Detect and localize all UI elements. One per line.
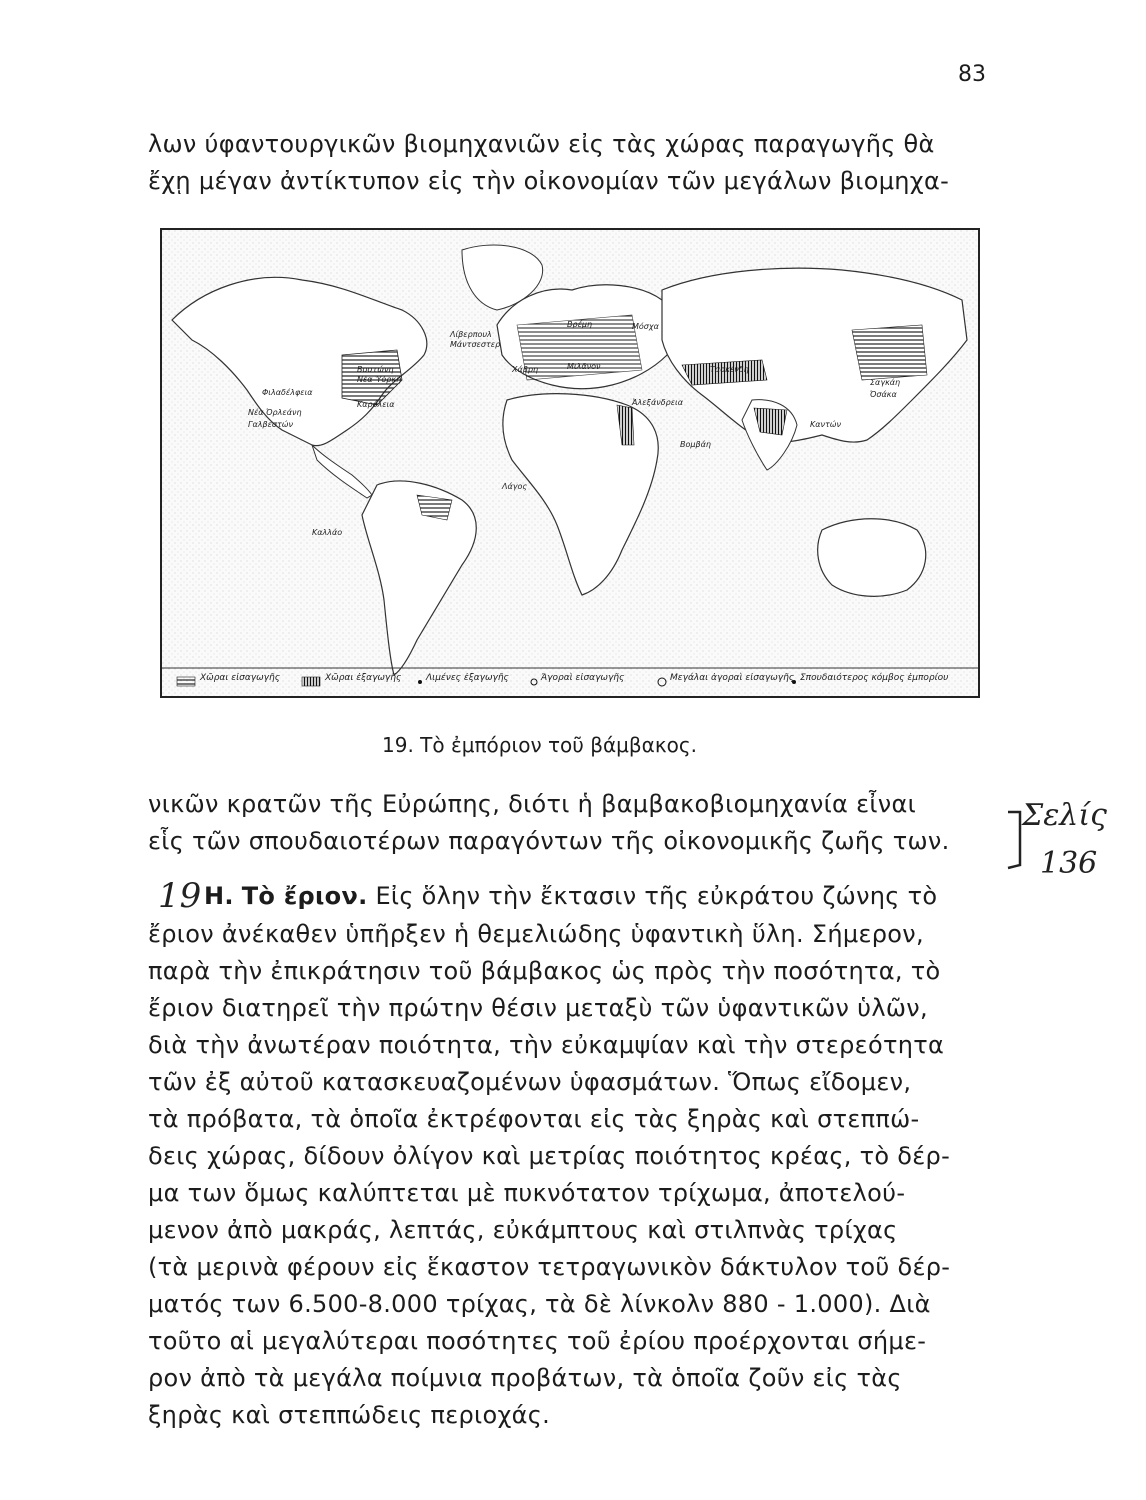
- section-text-line-8: μα των ὅμως καλύπτεται μὲ πυκνότατον τρίχωμα, ἀποτελού-: [148, 1179, 906, 1207]
- section-first-line: [204, 882, 1004, 910]
- label-new-york: Νέα Ὑόρκη: [357, 375, 402, 384]
- legend-big-market-label: Μεγάλαι ἀγοραὶ εἰσαγωγῆς: [670, 673, 795, 683]
- top-text-line-1: λων ύφαντουργικῶν βιομηχανιῶν εἰς τὰς χώρας παραγωγῆς θὰ: [148, 130, 935, 158]
- section-text-line-1: ἔριον ἀνέκαθεν ὑπῆρξεν ἡ θεμελιώδης ὑφαντικὴ ὕλη. Σήμερον,: [148, 920, 924, 948]
- label-boston: Βοστώνη: [357, 365, 394, 374]
- section-text-line-2: παρὰ τὴν ἐπικράτησιν τοῦ βάμβακος ὡς πρὸς τὴν ποσότητα, τὸ: [148, 957, 941, 985]
- label-charleston: Καρόλεια: [357, 400, 395, 409]
- legend-hub-label: Σπουδαιότερος κόμβος ἐμπορίου: [800, 673, 949, 683]
- margin-bracket-mark: [1004, 810, 1026, 870]
- section-text-line-14: ξηρὰς καὶ στεππώδεις περιοχάς.: [148, 1401, 551, 1429]
- handwritten-section-number: 19: [158, 876, 202, 916]
- top-text-line-2: ἔχῃ μέγαν ἀντίκτυπον εἰς τὴν οἰκονομίαν τῶν μεγάλων βιομηχα-: [148, 167, 950, 195]
- section-text-line-12: τοῦτο αἱ μεγαλύτεραι ποσότητες τοῦ ἐρίου προέρχονται σήμε-: [148, 1327, 927, 1355]
- page-number: 83: [958, 62, 986, 87]
- section-text-line-4: διὰ τὴν ἀνωτέραν ποιότητα, τὴν εὐκαμψίαν καὶ τὴν στερεότητα: [148, 1031, 945, 1059]
- label-lagos: Λάγος: [502, 482, 528, 491]
- section-first-line-text: Εἰς ὅλην τὴν ἔκτασιν τῆς εὐκράτου ζώνης τὸ: [375, 882, 938, 910]
- australia-landmass: [818, 519, 926, 597]
- cotton-trade-map: [160, 228, 980, 698]
- legend-market-label: Ἀγοραὶ εἰσαγωγῆς: [541, 673, 625, 683]
- label-liverpool: Λίβερπουλ: [450, 330, 492, 339]
- section-text-line-9: μενον ἀπὸ μακράς, λεπτάς, εὐκάμπτους καὶ στιλπνὰς τρίχας: [148, 1216, 898, 1244]
- margin-note-bottom: 136: [1040, 846, 1098, 881]
- label-callao: Καλλάο: [312, 528, 343, 537]
- section-number: Η.: [204, 882, 234, 910]
- figure-caption: 19. Τὸ ἐμπόριον τοῦ βάμβακος.: [382, 733, 697, 757]
- section-text-line-6: τὰ πρόβατα, τὰ ὁποῖα ἐκτρέφονται εἰς τὰς ξηρὰς καὶ στεππώ-: [148, 1105, 920, 1133]
- label-philadelphia: Φιλαδέλφεια: [262, 388, 313, 397]
- middle-text-line-1: νικῶν κρατῶν τῆς Εὐρώπης, διότι ἡ βαμβακοβιομηχανία εἶναι: [148, 790, 917, 818]
- label-manchester: Μάντσεστερ: [450, 340, 501, 349]
- label-tashkent: Τασκένδη: [710, 365, 749, 374]
- label-le-havre: Χάβρη: [512, 365, 539, 374]
- legend-import-swatch: [177, 677, 195, 686]
- section-text-line-10: (τὰ μερινὰ φέρουν εἰς ἕκαστον τετραγωνικὸν δάκτυλον τοῦ δέρ-: [148, 1253, 951, 1281]
- legend-export-label: Χῶραι ἐξαγωγῆς: [325, 673, 402, 683]
- section-text-line-3: ἔριον διατηρεῖ τὴν πρώτην θέσιν μεταξὺ τῶν ὑφαντικῶν ὑλῶν,: [148, 994, 928, 1022]
- label-kanton: Καντών: [810, 420, 841, 429]
- label-new-orleans: Νέα Ὀρλεάνη: [248, 408, 302, 417]
- label-bombay: Βομβάη: [680, 440, 711, 449]
- label-moscow: Μόσχα: [632, 322, 659, 331]
- section-text-line-11: ματός των 6.500-8.000 τρίχας, τὰ δὲ λίνκολν 880 - 1.000). Διὰ: [148, 1290, 931, 1318]
- label-milan: Μιλᾶνον: [567, 362, 601, 371]
- section-text-line-7: δεις χώρας, δίδουν ὀλίγον καὶ μετρίας ποιότητος κρέας, τὸ δέρ-: [148, 1142, 951, 1170]
- legend-export-swatch: [302, 677, 320, 686]
- section-title: Τὸ ἔριον.: [241, 882, 368, 910]
- world-map-drawing: [162, 230, 978, 696]
- section-text-line-13: ρον ἀπὸ τὰ μεγάλα ποίμνια προβάτων, τὰ ὁποῖα ζοῦν εἰς τὰς: [148, 1364, 902, 1392]
- label-osaka: Ὀσάκα: [870, 390, 897, 399]
- legend-port-dot: [418, 680, 422, 684]
- margin-note-top: Σελίς: [1022, 798, 1107, 833]
- japan-china-region: [852, 325, 927, 380]
- middle-text-line-2: εἷς τῶν σπουδαιοτέρων παραγόντων τῆς οἰκονομικῆς ζωῆς των.: [148, 827, 950, 855]
- label-galveston: Γαλβεστών: [248, 420, 293, 429]
- label-alexandria: Ἀλεξάνδρεια: [632, 398, 684, 407]
- legend-import-label: Χῶραι εἰσαγωγῆς: [200, 673, 280, 683]
- label-bremen: Βρέμη: [567, 320, 593, 329]
- section-text-line-5: τῶν ἐξ αὐτοῦ κατασκευαζομένων ὑφασμάτων. Ὅπως εἴδομεν,: [148, 1068, 912, 1096]
- legend-port-label: Λιμένες ἐξαγωγῆς: [426, 673, 509, 683]
- label-shanghai: Σαγκάη: [870, 378, 901, 387]
